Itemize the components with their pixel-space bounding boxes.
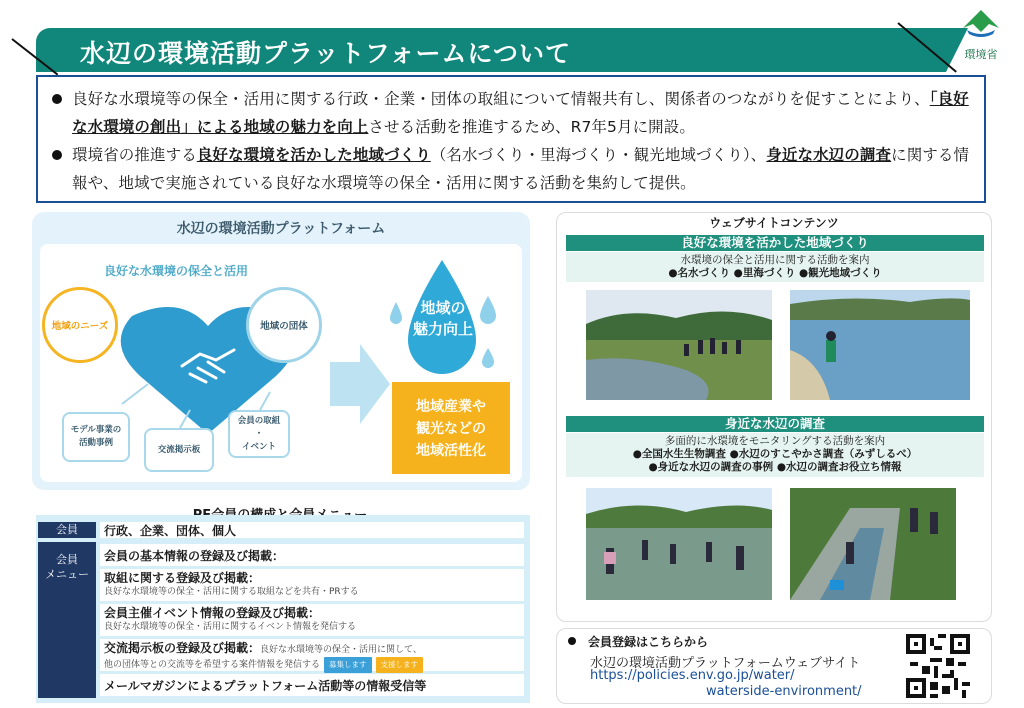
platform-title: 水辺の環境活動プラットフォーム	[176, 221, 386, 237]
ministry-name: 環境省	[964, 48, 998, 61]
section1-items: ●名水づくり ●里海づくり ●観光地域づくり	[668, 267, 882, 279]
section2-items-2: ●身近な水辺の調査の事例 ●水辺の調査お役立ち情報	[648, 461, 902, 473]
intro-emphasis: 良好な環境を活かした地域づくり	[196, 146, 431, 164]
menu-row-desc: 他の団体等との交流等を希望する案件情報を発信する	[104, 660, 321, 670]
drop-label: 地域の 魅力向上	[412, 299, 473, 338]
section2-subtitle: 多面的に水環境をモニタリングする活動を案内	[664, 435, 886, 447]
register-site-name: 水辺の環境活動プラットフォームウェブサイト	[590, 656, 861, 671]
photo-channel-survey	[790, 488, 956, 600]
menu-row-heading: 会員主催イベント情報の登録及び掲載：	[104, 606, 321, 620]
ministry-logo	[948, 8, 1014, 68]
member-composition	[100, 522, 524, 538]
exchange-board-bubble	[144, 428, 214, 472]
register-url-line-2[interactable]: waterside-environment/	[706, 684, 862, 699]
menu-row-desc: 良好な水環境等の保全・活用に関するイベント情報を発信する	[104, 622, 357, 632]
menu-tag: 会員 メニュー	[38, 542, 96, 698]
local-needs-circle: 地域のニーズ	[42, 287, 118, 363]
menu-row-desc: 良好な水環境等の保全・活用に関する取組などを共有・PRする	[104, 587, 359, 597]
section2-info	[566, 433, 984, 477]
menu-row-heading: 交流掲示板の登録及び掲載：	[104, 641, 261, 655]
model-project-label: モデル事業の 活動事例	[70, 425, 122, 448]
right-arrow	[330, 344, 390, 424]
register-url-line-1[interactable]: https://policies.env.go.jp/water/	[590, 668, 795, 683]
member-composition-text: 行政、企業、団体、個人	[104, 524, 237, 538]
qr-code-icon[interactable]	[906, 634, 970, 698]
ministry-logo-icon	[961, 8, 1001, 40]
menu-row-heading: 取組に関する登録及び掲載：	[104, 571, 261, 585]
section1-info	[566, 252, 984, 282]
menu-row-heading: 会員の基本情報の登録及び掲載：	[104, 549, 285, 563]
support-tag: 支援します	[376, 657, 424, 673]
photo-river-activity	[586, 290, 772, 400]
intro-emphasis: 身近な水辺の調査	[766, 146, 892, 164]
menu-row-heading: メールマガジンによるプラットフォーム活動等の情報受信等	[104, 679, 427, 693]
platform-subtitle: 良好な水環境の保全と活用	[104, 264, 249, 278]
menu-row	[100, 544, 524, 566]
section2-title: 身近な水辺の調査	[566, 416, 984, 432]
small-drop-icon	[390, 302, 402, 324]
connector-line	[260, 392, 270, 410]
intro-text: （名水づくり・里海づくり・観光地域づくり）、	[430, 146, 767, 164]
intro-bullet-2	[50, 141, 976, 197]
menu-row	[100, 569, 524, 601]
register-title: 会員登録はこちらから	[566, 633, 708, 650]
small-drop-icon	[480, 296, 496, 324]
page-title: 水辺の環境活動プラットフォームについて	[80, 39, 572, 68]
member-events-bubble	[228, 410, 290, 458]
member-tag: 会員	[38, 522, 96, 538]
exchange-board-label: 交流掲示板	[157, 444, 201, 455]
intro-emphasis: 「良好な水環境の創出」による地域の魅力を向上	[72, 90, 969, 136]
member-events-label: 会員の取組 ・ イベント	[237, 415, 281, 452]
intro-text: 良好な水環境等の保全・活用に関する行政・企業・団体の取組について情報共有し、関係者のつながりを促すことにより、	[72, 90, 930, 108]
intro-text: に関する情報や、地域で実施されている良好な水環境等の保全・活用に関する活動を集約して提供。	[72, 146, 970, 192]
intro-bullet-1	[50, 85, 976, 141]
intro-box	[36, 75, 986, 203]
menu-row	[100, 674, 524, 696]
outcome-box: 地域産業や 観光などの 地域活性化	[392, 382, 510, 474]
photo-lake-survey	[790, 290, 970, 400]
menu-row-desc-inline: 良好な水環境等の保全・活用に関して、	[260, 645, 422, 655]
intro-text: 環境省の推進する	[72, 146, 197, 164]
menu-row	[100, 604, 524, 636]
menu-row	[100, 639, 524, 671]
small-drop-icon	[482, 348, 494, 368]
intro-text: させる活動を推進するため、R7年5月に開設。	[368, 118, 695, 136]
section1-title: 良好な環境を活かした地域づくり	[566, 235, 984, 251]
photo-stream-kids	[586, 488, 772, 600]
menu-row-desc-line	[104, 657, 520, 673]
section2-items-1: ●全国水生生物調査 ●水辺のすこやかさ調査（みずしるべ）	[632, 448, 918, 460]
section1-subtitle: 水環境の保全と活用に関する活動を案内	[680, 254, 870, 266]
connector-line	[122, 384, 148, 404]
recruit-tag: 募集します	[324, 657, 372, 673]
website-title: ウェブサイトコンテンツ	[709, 216, 839, 230]
model-project-bubble	[62, 412, 130, 462]
local-groups-circle: 地域の団体	[246, 287, 322, 363]
